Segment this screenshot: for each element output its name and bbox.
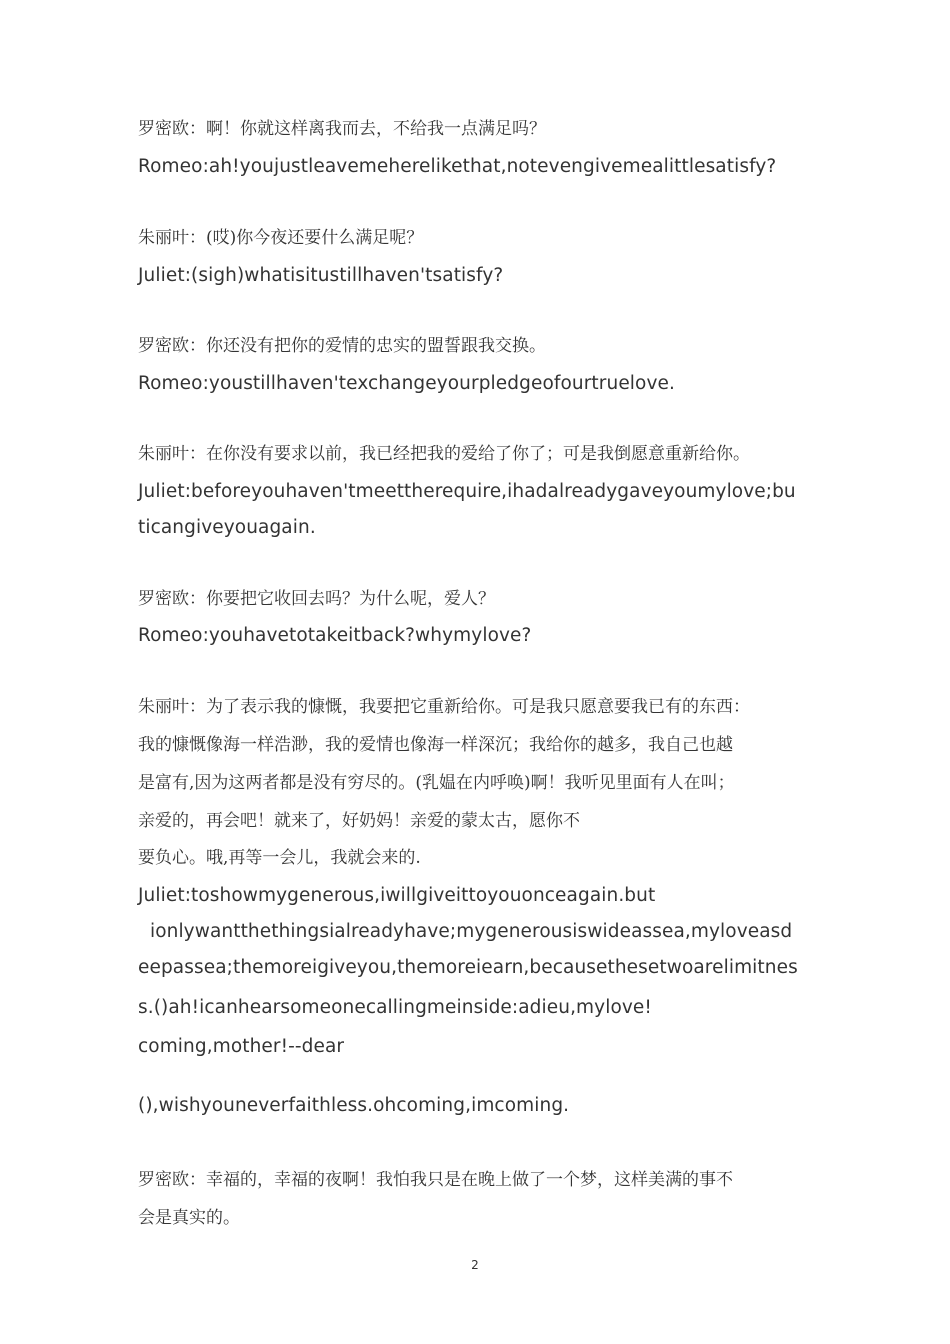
juliet-line-3-zh-a: 朱丽叶：为了表示我的慷慨，我要把它重新给你。可是我只愿意要我已有的东西： [138, 697, 750, 717]
juliet-line-3-zh-d: 亲爱的，再会吧！就来了，好奶妈！亲爱的蒙太古，愿你不 [138, 811, 580, 831]
romeo-line-1-en: Romeo:ah!youjustleavemeherelikethat,notevengivemealittlesatisfy? [138, 156, 777, 177]
romeo-line-2-en: Romeo:youstillhaven'texchangeyourpledgeofourtruelove. [138, 373, 675, 394]
romeo-line-4-zh-a: 罗密欧：幸福的，幸福的夜啊！我怕我只是在晚上做了一个梦，这样美满的事不 [138, 1170, 733, 1190]
juliet-line-3-en-a: Juliet:toshowmygenerous,iwillgiveittoyouonceagain.but [138, 885, 656, 906]
juliet-line-3-en-f: (),wishyouneverfaithless.ohcoming,imcoming. [138, 1095, 570, 1116]
juliet-line-1-en: Juliet:(sigh)whatisitustillhaven'tsatisfy? [138, 265, 504, 286]
juliet-line-2-zh: 朱丽叶：在你没有要求以前，我已经把我的爱给了你了；可是我倒愿意重新给你。 [138, 444, 750, 464]
romeo-line-4-zh-b: 会是真实的。 [138, 1208, 240, 1228]
juliet-line-1-zh: 朱丽叶：(哎)你今夜还要什么满足呢？ [138, 228, 424, 248]
romeo-line-1-zh: 罗密欧：啊！你就这样离我而去，不给我一点满足吗？ [138, 119, 546, 139]
page-number: 2 [471, 1258, 479, 1272]
juliet-line-2-en-b: ticangiveyouagain. [138, 517, 316, 538]
juliet-line-3-en-c: eepassea;themoreigiveyou,themoreiearn,becausethesetwoarelimitnes [138, 957, 798, 978]
romeo-line-3-zh: 罗密欧：你要把它收回去吗？为什么呢，爱人？ [138, 589, 495, 609]
juliet-line-3-en-e: coming,mother!--dear [138, 1036, 345, 1057]
juliet-line-3-en-b: ionlywantthethingsialreadyhave;mygenerousiswideassea,myloveasd [138, 921, 793, 942]
juliet-line-3-en-d: s.()ah!icanhearsomeonecallingmeinside:adieu,mylove! [138, 997, 652, 1018]
juliet-line-3-zh-c: 是富有,因为这两者都是没有穷尽的。(乳媪在内呼唤)啊！我听见里面有人在叫； [138, 773, 735, 793]
romeo-line-2-zh: 罗密欧：你还没有把你的爱情的忠实的盟誓跟我交换。 [138, 336, 546, 356]
juliet-line-2-en-a: Juliet:beforeyouhaven'tmeettherequire,ihadalreadygaveyoumylove;bu [138, 481, 796, 502]
juliet-line-3-zh-e: 要负心。哦,再等一会儿，我就会来的. [138, 848, 421, 868]
romeo-line-3-en: Romeo:youhavetotakeitback?whymylove? [138, 625, 532, 646]
juliet-line-3-zh-b: 我的慷慨像海一样浩渺，我的爱情也像海一样深沉；我给你的越多，我自己也越 [138, 735, 733, 755]
